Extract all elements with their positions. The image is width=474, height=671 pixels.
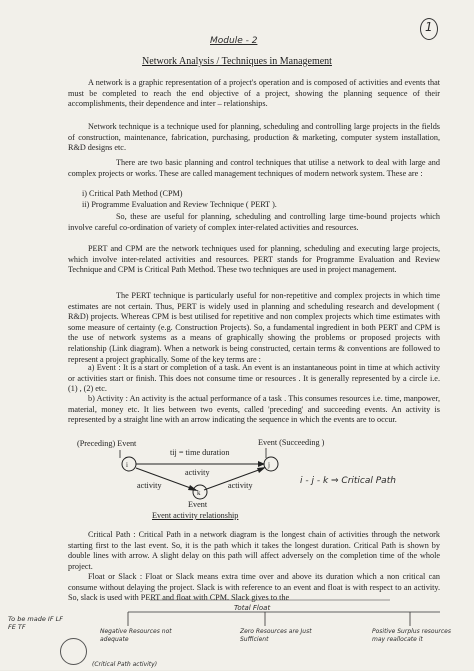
activity-label-left: activity xyxy=(137,481,162,490)
list-item-pert: ii) Programme Evaluation and Review Technique ( PERT ). xyxy=(82,200,277,209)
activity-label-right: activity xyxy=(228,481,253,490)
paragraph-basic-techniques: There are two basic planning and control techniques that utilise a network to deal with large and complex projects or works. These are called management techniques of modern network system. These are : xyxy=(68,158,440,178)
paragraph-network-definition: A network is a graphic representation of a project's operation and is composed of activities and events that must be completed to reach the end objective of a project, showing the planning sequence of their accomplishments, their dependence and inter – relationships. xyxy=(68,78,440,109)
preceding-event-label: (Preceding) Event xyxy=(77,439,137,448)
total-float-note: Total Float xyxy=(234,604,271,612)
margin-note: To be made IF LF FE TF xyxy=(8,615,63,631)
critical-path-note: i - j - k ⇒ Critical Path xyxy=(300,476,396,486)
negative-float-note: Negative Resources not adequate xyxy=(100,628,172,643)
list-item-cpm: i) Critical Path Method (CPM) xyxy=(82,189,183,198)
page-number: 1 xyxy=(425,20,433,34)
event-node-j xyxy=(264,457,278,471)
event-node-i xyxy=(122,457,136,471)
paragraph-pert-cpm: PERT and CPM are the network techniques used for planning, scheduling and executing large projects, which involve inter-related activities and resources. PERT stands for Programme Evaluation and Review Technique and CPM is Critical Path Method. These two techniques are used in project management. xyxy=(68,244,440,275)
module-heading: Module - 2 xyxy=(210,36,258,46)
paragraph-float-slack: Float or Slack : Float or Slack means extra time over and above its duration which a non critical can consume without delaying the project. Slack is with reference to an event and float is with respect to an activity. So, slack is used with PERT and float with CPM. Slack gives to the xyxy=(68,572,440,603)
critical-activity-note: (Critical Path activity) xyxy=(92,661,158,668)
paragraph-event-term: a) Event : It is a start or completion of a task. An event is an instantaneous point in time at which activity or activities start or finish. This does not consume time or resources . It is generally represented by a circle i.e. (1) , (2) etc. xyxy=(68,363,440,394)
circle-stamp xyxy=(60,638,87,665)
diagram-caption: Event activity relationship xyxy=(152,511,239,520)
succeeding-event-label: Event (Succeeding ) xyxy=(258,438,325,447)
paragraph-critical-path: Critical Path : Critical Path in a network diagram is the longest chain of activities through the network starting first to the last event. So, it is the path which it takes the longest duration. Critical Path is shown by double lines with arrow. A slight delay on this path will affect adversely on the completion time of the whole project. xyxy=(68,530,440,571)
node-j-label: j xyxy=(268,461,270,469)
event-bottom-label: Event xyxy=(188,500,208,509)
paragraph-network-technique: Network technique is a technique used for planning, scheduling and controlling large projects in the fields of construction, maintenance, fabrication, purchasing, production & marketing, computer system installation, R&D designs etc. xyxy=(68,122,440,153)
node-k-label: k xyxy=(197,489,201,497)
activity-label-top: activity xyxy=(185,468,210,477)
zero-float-note: Zero Resources are Just Sufficient xyxy=(240,628,312,643)
paragraph-usefulness: So, these are useful for planning, scheduling and controlling large time-bound projects which involve careful co-ordination of variety of complex inter-related activities and resources. xyxy=(68,212,440,232)
paragraph-pert-technique: The PERT technique is particularly useful for non-repetitive and complex projects in which time estimates are not certain. Thus, PERT is widely used in planning and scheduling research and development ( R&D) projects. Whereas CPM is best utilised for repetitive and non complex projects which time estimates with some measure of certainty (e.g. Construction Projects). So, a fundamental ingredient in both PERT and CPM is the use of network systems as a means of graphically showing the problems or proposed projects with relationship (Link diagram). When a network is being constructed, certain terms & conventions are followed to represent a project graphically. Some of the key terms are : xyxy=(68,291,440,364)
node-i-label: i xyxy=(126,461,128,469)
paragraph-activity-term: b) Activity : An activity is the actual performance of a task . This consumes resources i.e. time, manpower, material, money etc. It lies between two events, called 'preceding' and succeeding events. An activity is represented by a straight line with an arrow indicating the sequence in which the events are to occur. xyxy=(68,394,440,425)
time-duration-label: tij = time duration xyxy=(170,448,230,457)
positive-float-note: Positive Surplus resources may reallocate it xyxy=(372,628,451,643)
page-title: Network Analysis / Techniques in Management xyxy=(142,56,332,67)
